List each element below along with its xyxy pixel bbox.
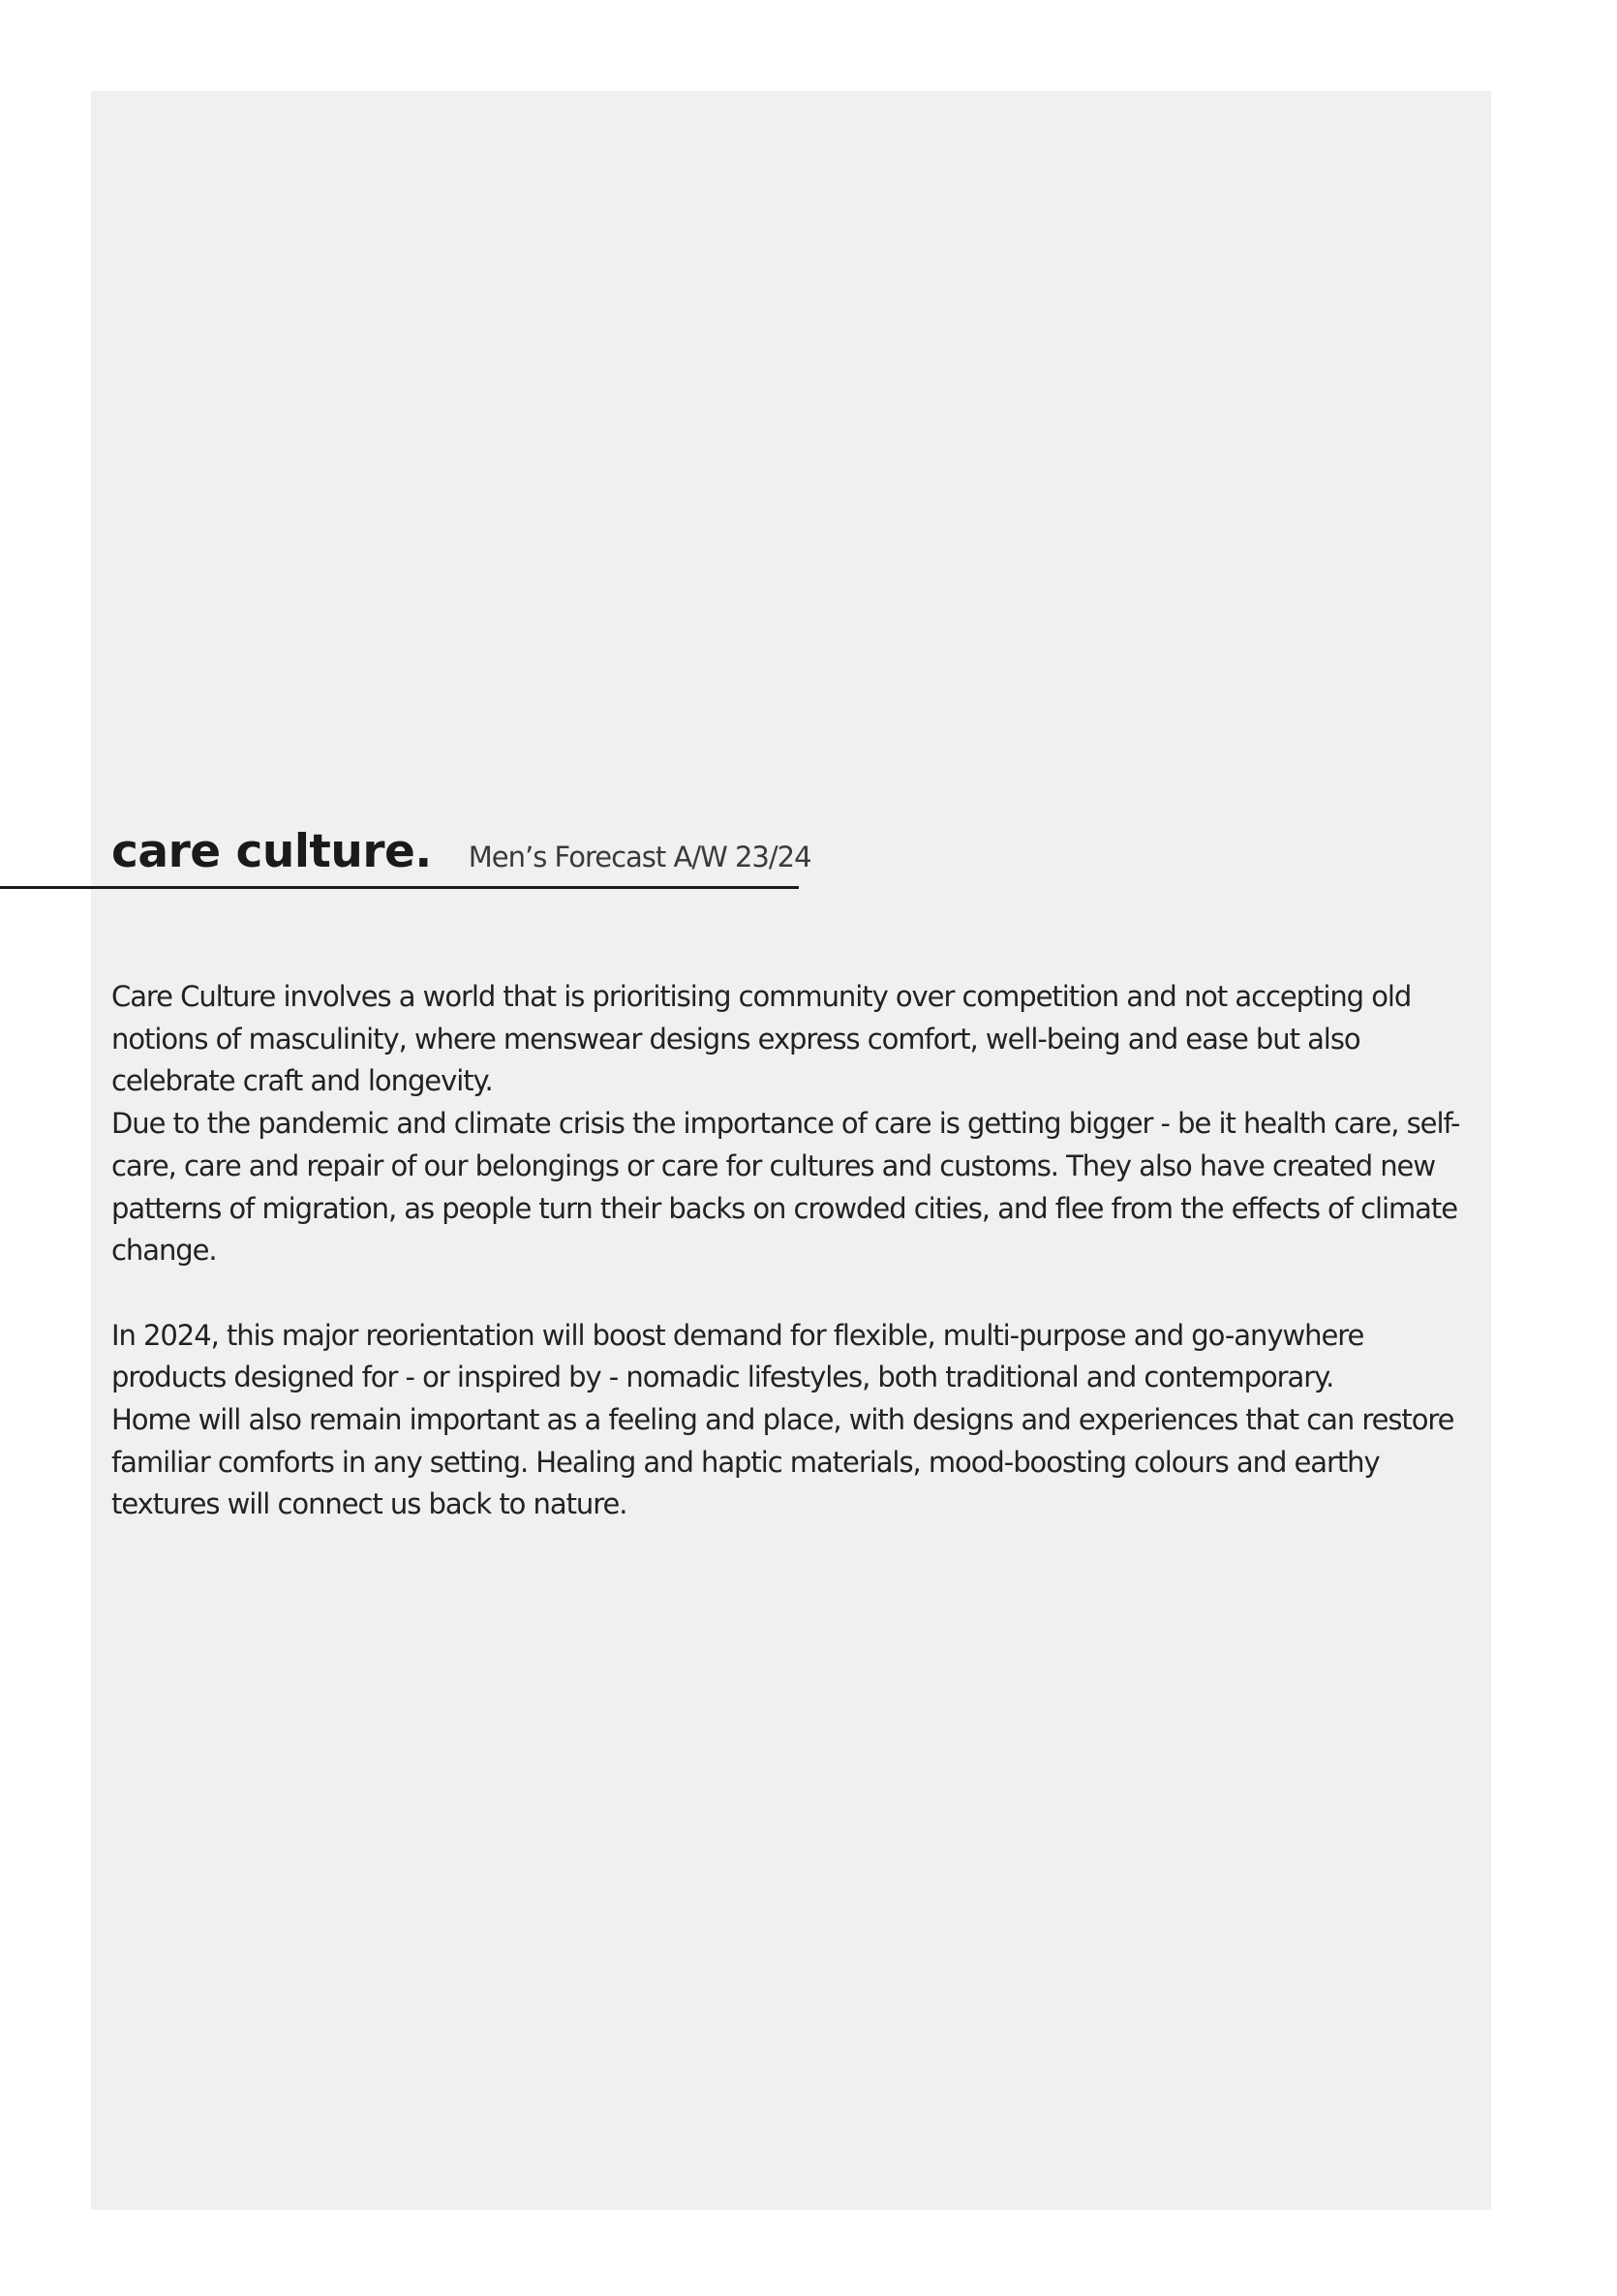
paragraph-spacer xyxy=(111,1272,1481,1315)
page-heading xyxy=(111,825,811,878)
paragraph: Due to the pandemic and climate crisis the importance of care is getting bigger - be it health care, self-care, care and repair of our belongings or care for cultures and customs. They also have created new patterns of migration, as people turn their backs on crowded cities, and flee from the effects of climate change. xyxy=(111,1107,1460,1268)
body-text xyxy=(111,976,1481,1526)
heading-divider xyxy=(0,886,799,889)
paragraph: In 2024, this major reorientation will boost demand for flexible, multi-purpose and go-anywhere products designed for - or inspired by - nomadic lifestyles, both traditional and contemporary. xyxy=(111,1318,1364,1394)
paragraph: Care Culture involves a world that is prioritising community over competition and not accepting old notions of masculinity, where menswear designs express comfort, well-being and ease but also celebrate craft and longevity. xyxy=(111,980,1412,1098)
page-title: care culture. xyxy=(111,825,432,878)
page-subtitle: Men’s Forecast A/W 23/24 xyxy=(468,841,811,873)
paragraph: Home will also remain important as a feeling and place, with designs and experiences that can restore familiar comforts in any setting. Healing and haptic materials, mood-boosting colours and earthy textures will connect us back to nature. xyxy=(111,1403,1454,1521)
